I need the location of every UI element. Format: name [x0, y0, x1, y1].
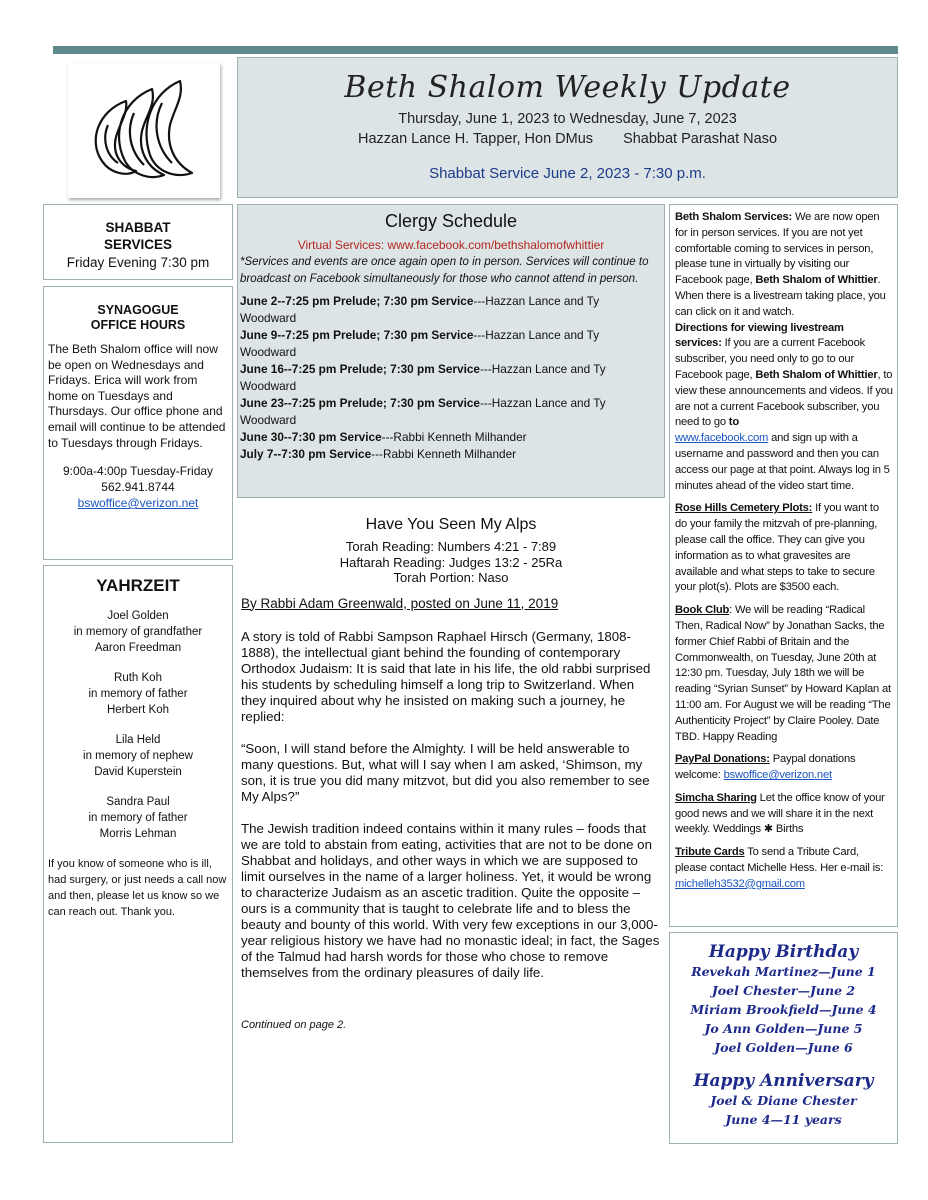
birthday-entry: Miriam Brookfield—June 4 [690, 1002, 877, 1017]
section-heading: Simcha Sharing [675, 791, 757, 804]
schedule-item [240, 429, 658, 446]
tribute-email-link[interactable]: michelleh3532@gmail.com [675, 877, 805, 890]
clergy-schedule-heading: Clergy Schedule [384, 211, 518, 231]
schedule-item [240, 395, 658, 429]
parashat: Shabbat Parashat Naso [623, 131, 778, 147]
hazzan-parashat-line [238, 131, 897, 147]
deceased-name: David Kuperstein [94, 766, 182, 778]
services-announcement [675, 210, 893, 494]
anniversary-date: June 4—11 years [725, 1112, 842, 1127]
article-title: Have You Seen My Alps [365, 516, 537, 533]
section-heading: PayPal Donations: [675, 753, 770, 766]
newsletter-title: Beth Shalom Weekly Update [344, 70, 791, 105]
shabbat-services-box [43, 204, 233, 280]
deceased-name: Aaron Freedman [94, 642, 182, 654]
announcements-column [669, 204, 898, 927]
torah-reading: Torah Reading: Numbers 4:21 - 7:89 [345, 539, 557, 554]
section-text: : We will be reading “Radical Then, Radical Now” by Jonathan Sacks, the former Chief Rabbi of Britain and the Commonwealth, on Tuesday, June 20th at 12:30 pm. Tuesday, July 18th we will be reading “Syrian Sunset” by Howard Kaplan at 11:00 am. For August we will be reading “The Authenticity Project” by Claire Pooley. Date TBD. Happy Reading [675, 604, 891, 743]
book-club-announcement [675, 603, 893, 745]
schedule-date-time: June 23--7:25 pm Prelude; 7:30 pm Service [240, 396, 480, 410]
yahrzeit-note: If you know of someone who is ill, had surgery, or just needs a call now and then, please let us know so we can reach out. Thank you. [48, 858, 227, 918]
schedule-date-time: June 9--7:25 pm Prelude; 7:30 pm Service [240, 328, 474, 342]
article [237, 504, 665, 1144]
section-text: to [728, 416, 739, 429]
birthday-entry: Joel Chester—June 2 [711, 983, 856, 998]
readings [237, 539, 665, 586]
service-schedule-list [238, 287, 664, 463]
yahrzeit-heading: YAHRZEIT [96, 576, 180, 595]
cemetery-announcement [675, 501, 893, 596]
section-text: To send a Tribute Card, please contact Michelle Hess. Her e-mail is: [675, 846, 884, 875]
office-contact [44, 463, 232, 511]
office-email-link[interactable]: bswoffice@verizon.net [77, 496, 199, 511]
yahrzeit-entry [44, 608, 232, 656]
clergy-schedule-box [237, 204, 665, 498]
relation: in memory of father [88, 688, 188, 700]
schedule-clergy: ---Hazzan Lance and Ty Woodward [240, 362, 606, 393]
schedule-clergy: ---Rabbi Kenneth Milhander [371, 447, 517, 461]
simcha-announcement [675, 791, 893, 838]
deceased-name: Herbert Koh [106, 704, 169, 716]
clergy-note: *Services and events are once again open to in person. Services will continue to broadcast on Facebook simultaneously for those who cannot attend in person. [240, 256, 649, 285]
section-text: and sign up with a username and password and then you can access our page at that point. Always log in 5 minutes ahead of the video start time. [675, 432, 890, 492]
relation: in memory of grandfather [73, 626, 203, 638]
schedule-item [240, 361, 658, 395]
mourner-name: Lila Held [115, 734, 161, 746]
date-range: Thursday, June 1, 2023 to Wednesday, June 7, 2023 [398, 111, 737, 127]
heading-line: OFFICE HOURS [90, 318, 186, 332]
flame-logo-icon [68, 63, 220, 198]
schedule-date-time: June 2--7:25 pm Prelude; 7:30 pm Service [240, 294, 474, 308]
section-heading: Rose Hills Cemetery Plots: [675, 502, 813, 515]
facebook-page-name: Beth Shalom of Whittier [755, 368, 878, 381]
deceased-name: Morris Lehman [99, 828, 177, 840]
mourner-name: Ruth Koh [114, 672, 162, 684]
shabbat-services-heading [44, 219, 232, 253]
office-hours-box [43, 286, 233, 560]
top-accent-bar [53, 46, 898, 54]
masthead [237, 57, 898, 198]
facebook-link[interactable]: www.facebook.com [675, 432, 769, 445]
birthday-entry: Revekah Martinez—June 1 [691, 964, 876, 979]
birthday-heading: Happy Birthday [708, 942, 859, 962]
birthday-entry: Joel Golden—June 6 [714, 1040, 853, 1055]
schedule-item [240, 293, 658, 327]
section-heading: Directions for viewing livestream services: [675, 321, 844, 350]
continued-note: Continued on page 2. [241, 1018, 347, 1031]
section-heading: Tribute Cards [675, 846, 745, 859]
relation: in memory of father [88, 812, 188, 824]
yahrzeit-entry [44, 794, 232, 842]
section-text: , to view these announcements and videos. If you are not a current Facebook subscriber, you need to go [675, 368, 893, 429]
yahrzeit-entry [44, 670, 232, 718]
yahrzeit-box [43, 565, 233, 1143]
torah-portion: Torah Portion: Naso [393, 570, 509, 585]
schedule-date-time: June 16--7:25 pm Prelude; 7:30 pm Service [240, 362, 480, 376]
office-phone: 562.941.8744 [101, 480, 175, 495]
schedule-clergy: ---Rabbi Kenneth Milhander [381, 430, 527, 444]
article-paragraph: A story is told of Rabbi Sampson Raphael Hirsch (Germany, 1808-1888), the intellectual giant behind the founding of contemporary Orthodox Judaism: It is said that late in his life, the old rabbi surprised his students by scheduling himself a long trip to Switzerland. When they inquired about why he insisted on making such a journey, he replied: [241, 628, 651, 724]
facebook-page-name: Beth Shalom of Whittier [755, 274, 878, 287]
section-text: If you are a current Facebook subscriber, you need only to go to our Facebook page, [675, 337, 865, 381]
schedule-date-time: July 7--7:30 pm Service [240, 447, 372, 461]
heading-line: SYNAGOGUE [97, 303, 179, 317]
schedule-clergy: ---Hazzan Lance and Ty Woodward [240, 396, 606, 427]
office-hours: 9:00a-4:00p Tuesday-Friday [62, 464, 214, 479]
paypal-announcement [675, 752, 893, 784]
section-heading: Book Club [675, 604, 730, 617]
article-paragraph: “Soon, I will stand before the Almighty. I will be held answerable to many questions. But, what will I say when I am asked, ‘Shimson, my son, it is true you did many mitzvot, but did you also remember to see My Alps?” [241, 740, 650, 804]
yahrzeit-entry [44, 732, 232, 780]
heading-line: SHABBAT [105, 220, 171, 235]
shabbat-time: Friday Evening 7:30 pm [66, 255, 210, 270]
section-text: We are now open for in person services. If you are not yet comfortable coming to services in person, please tune in virtually by visiting our Facebook page, [675, 211, 880, 287]
birthday-entry: Jo Ann Golden—June 5 [704, 1021, 863, 1036]
heading-line: SERVICES [103, 237, 173, 252]
section-text: Paypal donations welcome: [675, 753, 856, 782]
article-paragraph: The Jewish tradition indeed contains within it many rules – foods that we are told to abstain from eating, activities that are not to be done on Shabbat and holidays, and other ways in which we are supposed to limit ourselves in the name of a larger holiness. Yet, it would be wrong to characterize Judaism as an ascetic tradition. Quite the opposite – ours is a community that is taught to celebrate life and to bless the beauty and bounty of this world. With very few exceptions in our 3,000-year religious history we have had no monastic ideal; in fact, the Sages of the Talmud had harsh words for those who chose to remove themselves from the ordinary pleasures of daily life. [241, 820, 660, 980]
virtual-services-link[interactable]: Virtual Services: www.facebook.com/bethshalomofwhittier [297, 238, 605, 252]
paypal-email-link[interactable]: bswoffice@verizon.net [723, 769, 832, 782]
anniversary-couple: Joel & Diane Chester [710, 1093, 857, 1108]
logo [68, 63, 220, 198]
schedule-item [240, 327, 658, 361]
schedule-item [240, 446, 658, 463]
celebrations-box [669, 932, 898, 1144]
mourner-name: Joel Golden [107, 610, 169, 622]
schedule-date-time: June 30--7:30 pm Service [240, 430, 382, 444]
schedule-clergy: ---Hazzan Lance and Ty Woodward [240, 328, 600, 359]
article-byline: By Rabbi Adam Greenwald, posted on June 11, 2019 [241, 595, 559, 611]
mourner-name: Sandra Paul [106, 796, 170, 808]
anniversary-heading: Happy Anniversary [693, 1071, 874, 1091]
office-hours-text: The Beth Shalom office will now be open on Wednesdays and Fridays. Erica will work from home on Tuesdays and Thursdays. Our office phone and email will continue to be attended to Tuesdays through Fridays. [48, 342, 226, 450]
haftarah-reading: Haftarah Reading: Judges 13:2 - 25Ra [339, 554, 563, 570]
relation: in memory of nephew [83, 750, 193, 762]
section-text: . When there is a livestream taking place, you can click on it and watch. [675, 274, 886, 318]
section-text: Let the office know of your good news and we will share it in the next weekly. Weddings ✱ Births [675, 791, 885, 836]
section-text: If you want to do your family the mitzvah of pre-planning, please call the office. They can give you information as to what gravesites are available and what steps to take to secure your plot(s). Plots are $3500 each. [675, 502, 879, 594]
schedule-clergy: ---Hazzan Lance and Ty Woodward [240, 294, 600, 325]
section-heading: Beth Shalom Services: [675, 211, 793, 223]
shabbat-service-time: Shabbat Service June 2, 2023 - 7:30 p.m. [429, 165, 706, 182]
tribute-announcement [675, 845, 893, 892]
office-hours-heading [44, 303, 232, 333]
hazzan-name: Hazzan Lance H. Tapper, Hon DMus [357, 131, 594, 147]
